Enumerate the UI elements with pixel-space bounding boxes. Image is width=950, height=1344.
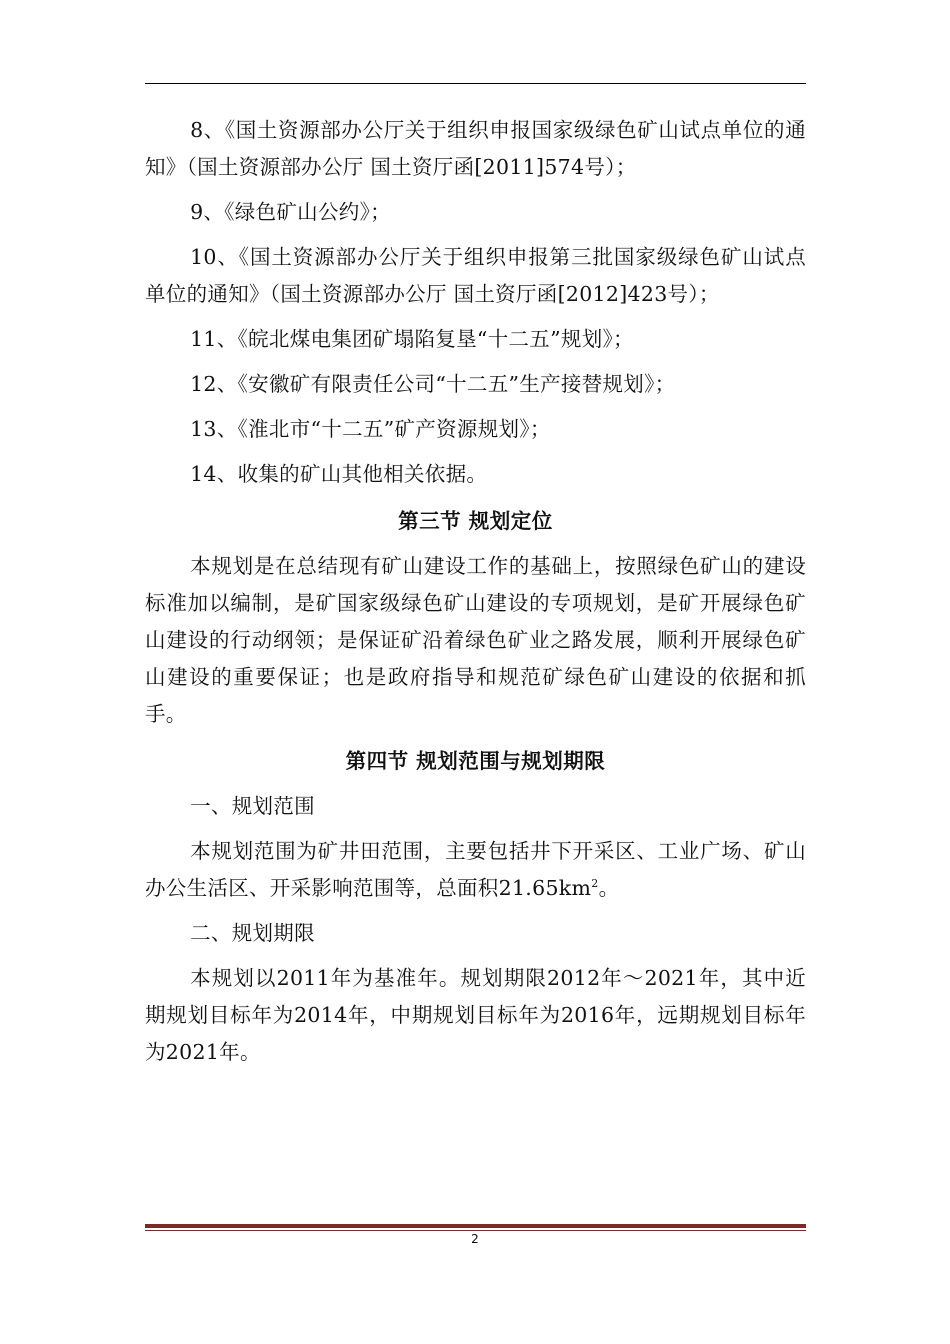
reference-item-12: 12、《安徽矿有限责任公司“十二五”生产接替规划》； [190,372,676,396]
header-rule [145,83,806,84]
planning-position-paragraph: 本规划是在总结现有矿山建设工作的基础上，按照绿色矿山的建设标准加以编制，是矿国家级绿色矿山建设的专项规划，是矿开展绿色矿山建设的行动纲领；是保证矿沿着绿色矿业之路发展，顺利开展绿色矿山建设的重要保证；也是政府指导和规范矿绿色矿山建设的依据和抓手。 [145,554,806,726]
document-body [145,112,806,1071]
scope-text: 本规划范围为矿井田范围，主要包括井下开采区、工业广场、矿山办公生活区、开采影响范围等，总面积21.65km [145,839,806,900]
footer-rule [145,1224,806,1231]
scope-subtitle: 一、规划范围 [190,794,315,818]
footer-rule-thin [145,1230,806,1231]
footer-rule-thick [145,1224,806,1228]
reference-item-9: 9、《绿色矿山公约》； [190,200,391,224]
area-unit-superscript: 2 [591,877,599,891]
reference-item-8: 8、《国土资源部办公厅关于组织申报国家级绿色矿山试点单位的通知》（国土资源部办公厅 国土资厅函[2011]574号）； [145,118,806,179]
period-paragraph: 本规划以2011年为基准年。规划期限2012年～2021年，其中近期规划目标年为2014年，中期规划目标年为2016年，远期规划目标年为2021年。 [145,966,806,1064]
reference-item-13: 13、《淮北市“十二五”矿产资源规划》； [190,417,551,441]
page-number: 2 [471,1232,479,1246]
section-heading-scope-and-period: 第四节 规划范围与规划期限 [345,749,606,773]
reference-item-11: 11、《皖北煤电集团矿塌陷复垦“十二五”规划》； [190,327,634,351]
reference-item-10: 10、《国土资源部办公厅关于组织申报第三批国家级绿色矿山试点单位的通知》（国土资源部办公厅 国土资厅函[2012]423号）； [145,245,806,306]
scope-paragraph [145,833,806,907]
period-subtitle: 二、规划期限 [190,921,315,945]
scope-end-punct: 。 [598,876,620,900]
reference-item-14: 14、收集的矿山其他相关依据。 [190,462,488,486]
section-heading-planning-position: 第三节 规划定位 [398,509,553,533]
